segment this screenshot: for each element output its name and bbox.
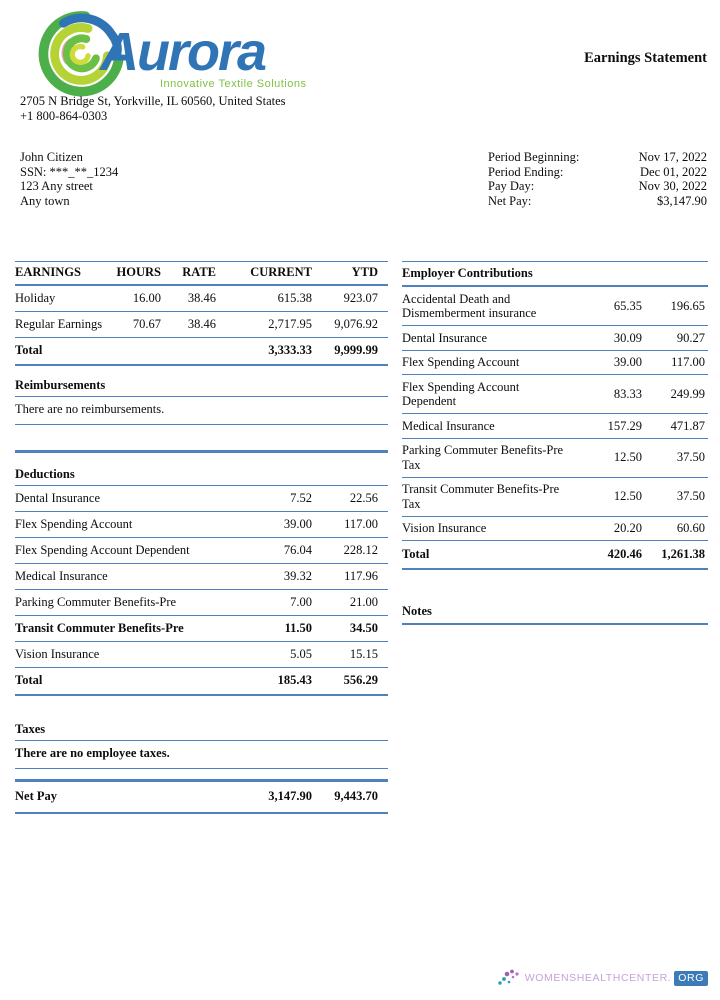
cell-hours: 16.00 [132,291,161,305]
row-label: Net Pay [15,788,57,803]
table-row [402,439,708,478]
cell-ytd: 22.56 [349,491,378,505]
company-phone: +1 800-864-0303 [20,108,108,123]
cell-rate: 38.46 [187,317,216,331]
col-header-rate: RATE [182,265,216,279]
cell-current: 157.29 [607,418,642,433]
employee-info [20,150,118,208]
reimbursements-note: There are no reimbursements. [15,397,388,425]
employer-contributions-header [402,261,708,287]
taxes-title: Taxes [15,722,388,741]
cell-ytd: 9,443.70 [334,788,378,803]
cell-current: 12.50 [613,489,642,504]
cell-current: 39.00 [613,355,642,369]
net-pay-summary-row [488,194,707,209]
employee-name: John Citizen [20,150,83,164]
table-row [15,538,388,564]
table-row [15,512,388,538]
deductions-title: Deductions [15,467,388,486]
net-pay-row [15,782,388,814]
cell-hours: 70.67 [132,317,161,331]
row-label: Total [15,343,43,357]
footer-tld-badge: ORG [674,971,708,986]
footer-site-text: WOMENSHEALTHCENTER. [524,972,672,984]
cell-ytd: 60.60 [676,521,705,535]
cell-ytd: 556.29 [343,673,378,687]
row-label: Holiday [15,291,56,305]
cell-ytd: 37.50 [676,489,705,504]
cell-ytd: 37.50 [676,450,705,465]
net-pay-value: $3,147.90 [657,193,707,208]
table-row [402,326,708,351]
cell-current: 39.32 [283,569,312,583]
col-header-earnings: EARNINGS [15,265,81,279]
table-row [402,351,708,376]
footer-watermark-link[interactable] [497,968,708,988]
notes-title: Notes [402,604,708,625]
cell-current: 39.00 [283,517,312,531]
row-label: Regular Earnings [15,317,103,331]
period-beginning-label: Period Beginning: [488,150,580,164]
earnings-header-row [15,261,388,286]
row-label: Dental Insurance [402,330,488,345]
cell-ytd: 196.65 [670,298,705,313]
col-header-current: CURRENT [250,265,312,279]
row-label: Total [15,673,43,687]
cell-ytd: 9,076.92 [334,317,378,331]
cell-current: 7.00 [290,595,312,609]
cell-current: 185.43 [277,673,312,687]
table-row [15,486,388,512]
cell-ytd: 471.87 [670,418,705,433]
employee-address-line1: 123 Any street [20,179,93,193]
cell-current: 3,147.90 [268,788,312,803]
period-ending-value: Dec 01, 2022 [640,164,707,179]
cell-ytd: 90.27 [676,330,705,345]
cell-rate: 38.46 [187,291,216,305]
net-pay-label: Net Pay: [488,193,532,208]
cell-ytd: 15.15 [349,647,378,661]
cell-ytd: 1,261.38 [661,547,705,561]
row-label: Medical Insurance [15,569,108,583]
cell-ytd: 34.50 [349,621,378,635]
table-row [402,478,708,517]
cell-ytd: 117.96 [344,569,378,583]
employer-contributions-table [402,261,708,570]
row-label: Transit Commuter Benefits-Pre [15,621,184,635]
cell-current: 7.52 [290,491,312,505]
earnings-total-row [15,338,388,366]
row-label: Vision Insurance [402,521,487,535]
table-row [15,312,388,338]
taxes-note: There are no employee taxes. [15,741,388,769]
cell-current: 30.09 [613,330,642,345]
footer-dots-icon [497,968,523,988]
company-name: Aurora [100,22,266,82]
row-label: Parking Commuter Benefits-Pre [15,595,177,609]
row-label: Accidental Death and Dismemberment insurance [402,291,537,320]
company-address [20,94,286,123]
cell-ytd: 923.07 [343,291,378,305]
row-label: Medical Insurance [402,418,495,433]
col-header-hours: HOURS [116,265,161,279]
left-column [15,261,388,814]
right-column [402,261,708,625]
pay-day-label: Pay Day: [488,179,535,193]
period-beginning-row [488,150,707,165]
cell-current: 5.05 [290,647,312,661]
row-label: Parking Commuter Benefits-Pre Tax [402,443,564,472]
cell-ytd: 228.12 [343,543,378,557]
row-label: Flex Spending Account [402,355,520,369]
cell-current: 76.04 [283,543,312,557]
cell-current: 12.50 [613,450,642,465]
cell-current: 2,717.95 [268,317,312,331]
reimbursements-title: Reimbursements [15,378,388,397]
row-label: Dental Insurance [15,491,101,505]
cell-current: 3,333.33 [268,343,312,357]
period-beginning-value: Nov 17, 2022 [638,150,707,164]
cell-current: 83.33 [613,386,642,401]
table-row [15,286,388,312]
cell-ytd: 117.00 [671,355,705,369]
col-header-ytd: YTD [351,265,378,279]
cell-current: 65.35 [613,298,642,313]
company-tagline: Innovative Textile Solutions [160,78,307,90]
row-label: Flex Spending Account [15,517,133,531]
table-row [402,517,708,542]
row-label: Total [402,547,430,561]
statement-title: Earnings Statement [584,50,707,66]
employee-address-line2: Any town [20,193,70,208]
employer-contributions-title: Employer Contributions [402,266,533,280]
employee-ssn: SSN: ***_**_1234 [20,164,119,179]
employer-contributions-total-row [402,541,708,570]
table-row [15,642,388,668]
pay-day-row [488,179,707,194]
cell-current: 420.46 [607,547,642,561]
cell-ytd: 249.99 [670,386,705,401]
row-label: Transit Commuter Benefits-Pre Tax [402,482,560,511]
deductions-table [15,486,388,696]
period-ending-label: Period Ending: [488,164,564,179]
table-row [402,287,708,326]
table-row [15,564,388,590]
row-label: Vision Insurance [15,647,100,661]
cell-current: 11.50 [284,621,312,635]
table-row [402,375,708,414]
table-row [15,590,388,616]
deductions-total-row [15,668,388,696]
cell-ytd: 21.00 [349,595,378,609]
pay-period-info [488,150,707,208]
company-address-line: 2705 N Bridge St, Yorkville, IL 60560, United States [20,94,286,108]
table-row [402,414,708,439]
cell-current: 615.38 [277,291,312,305]
row-label: Flex Spending Account Dependent [402,379,520,408]
cell-current: 20.20 [613,521,642,535]
pay-day-value: Nov 30, 2022 [638,179,707,193]
period-ending-row [488,165,707,180]
cell-ytd: 9,999.99 [334,343,378,357]
cell-ytd: 117.00 [344,517,378,531]
row-label: Flex Spending Account Dependent [15,543,190,557]
earnings-table [15,261,388,366]
section-divider [15,450,388,453]
table-row [15,616,388,642]
